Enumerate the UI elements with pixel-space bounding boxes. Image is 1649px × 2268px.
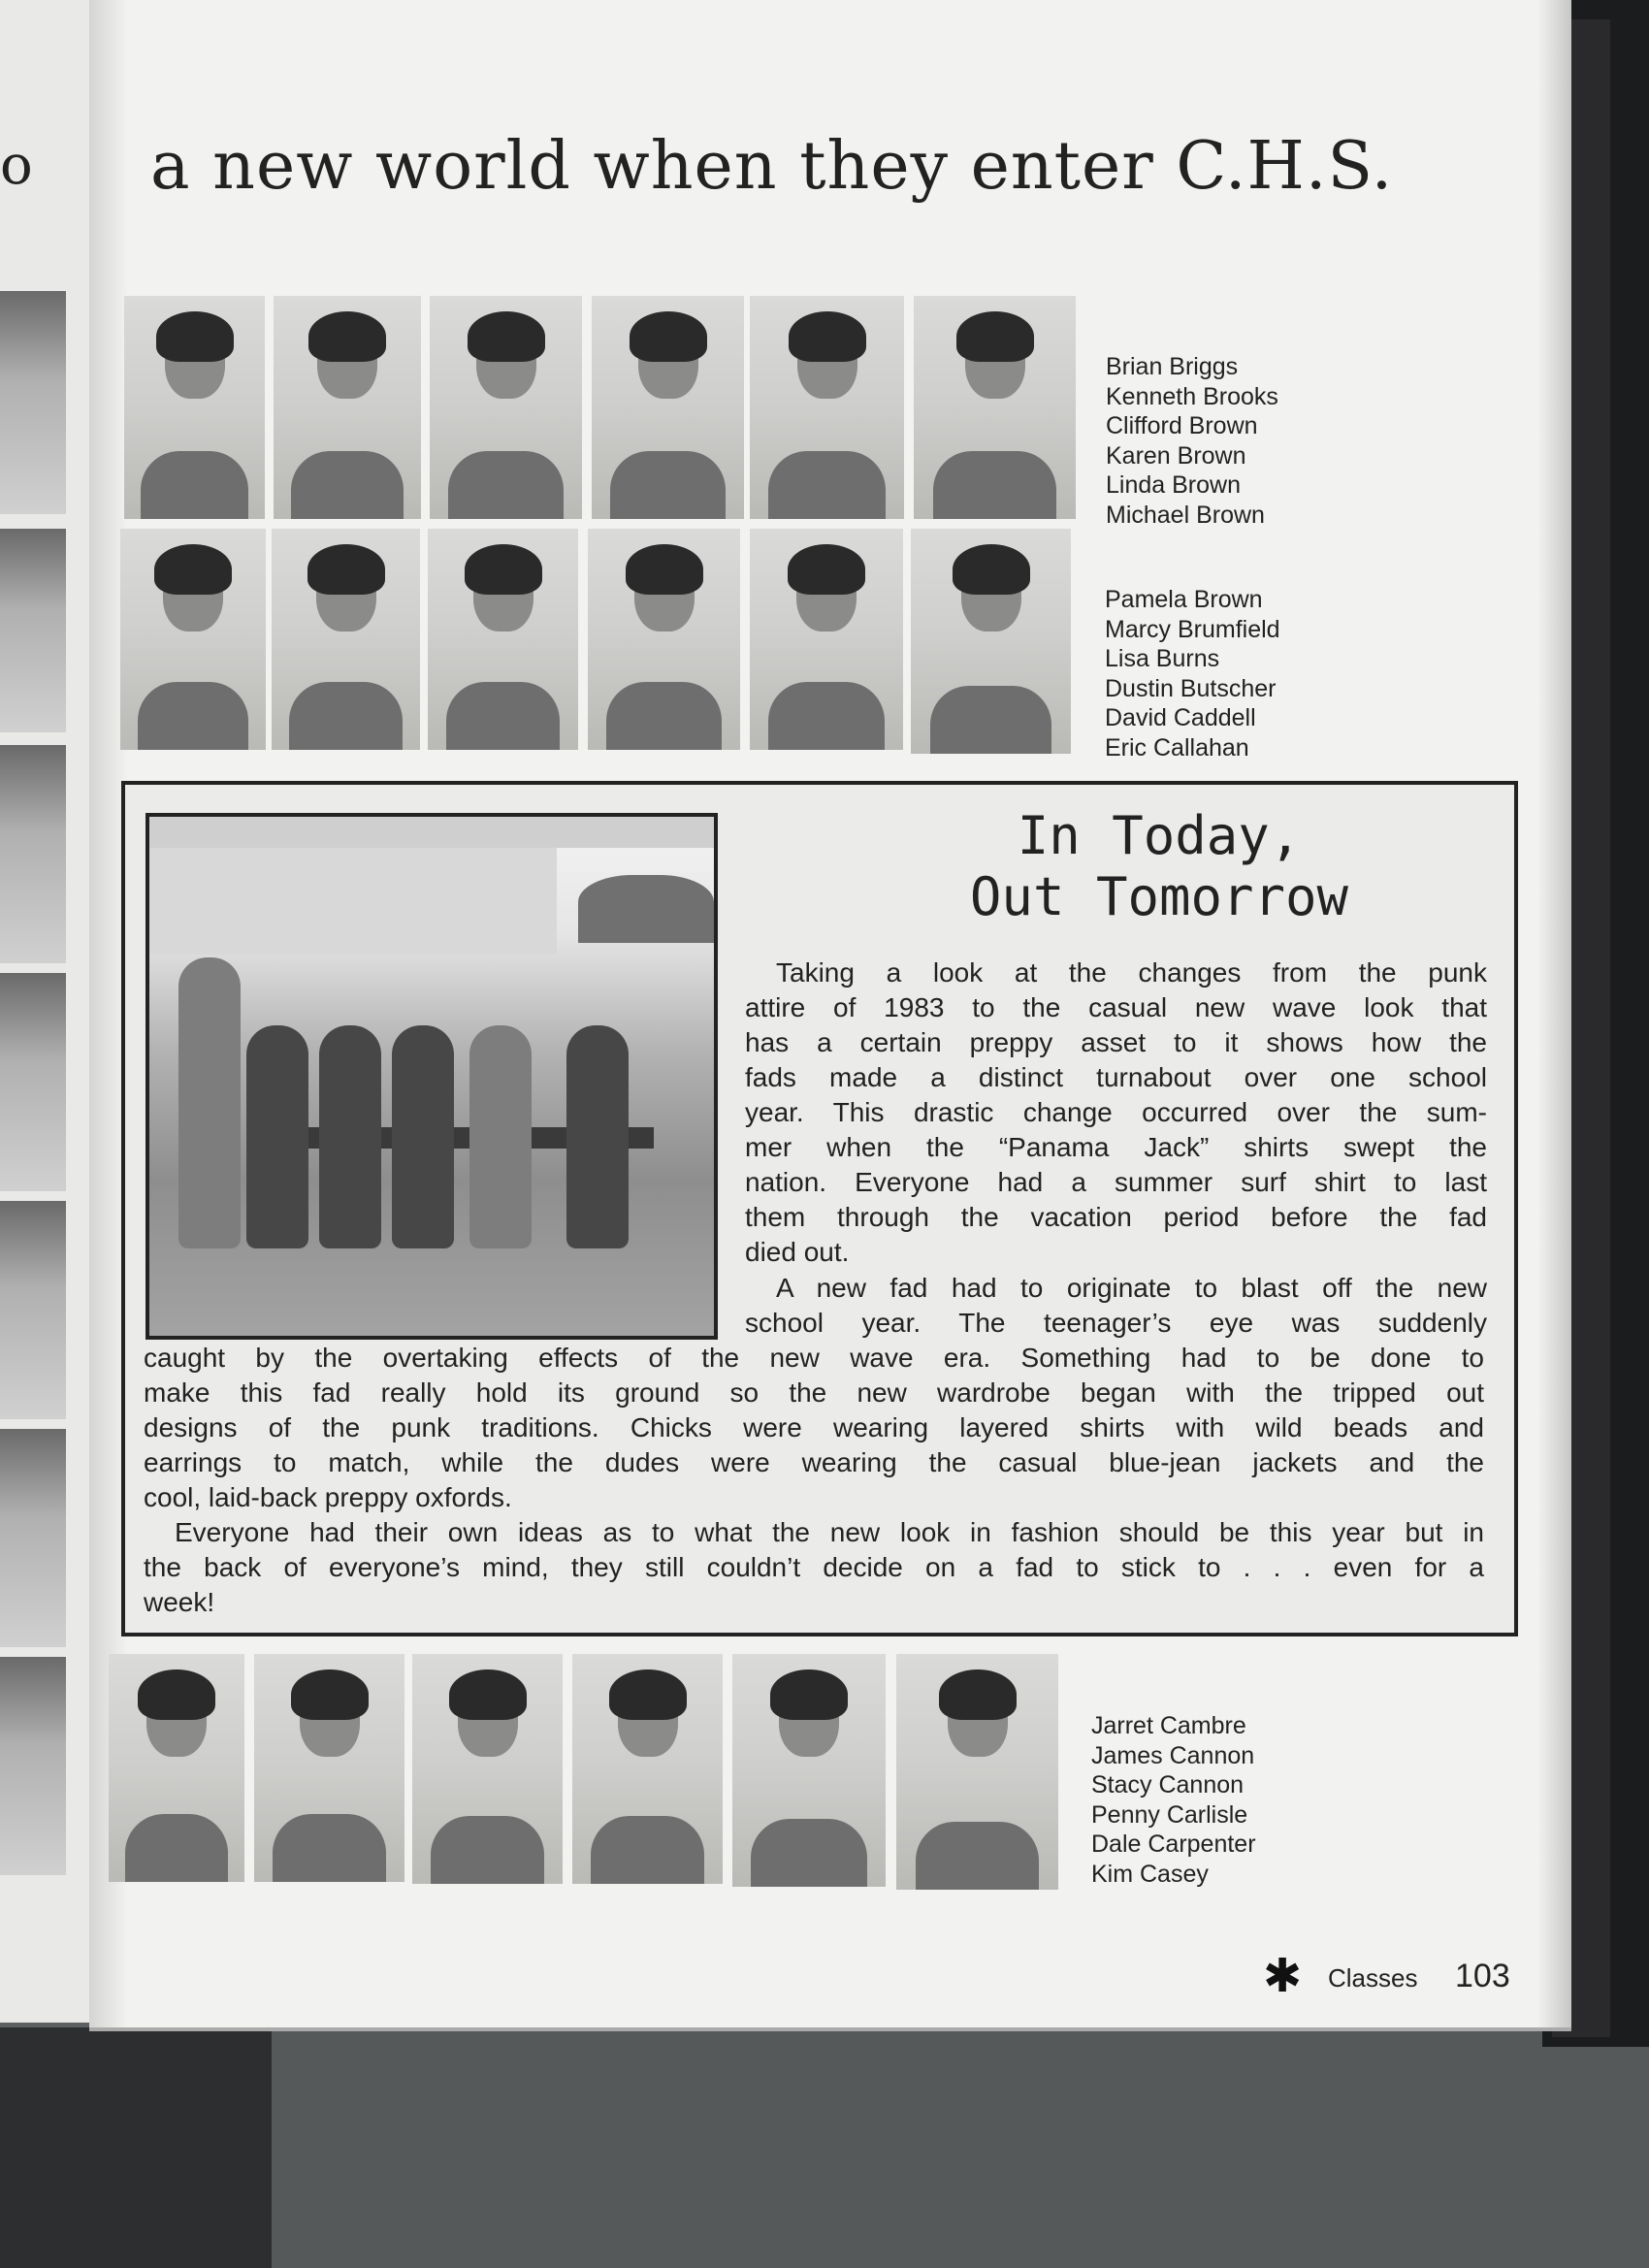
student-name: Karen Brown: [1106, 441, 1246, 470]
portrait-photo: [732, 1654, 886, 1887]
student-name: Pamela Brown: [1105, 586, 1263, 613]
portrait-photo: [896, 1654, 1058, 1890]
feature-title-line: In Today,: [1017, 805, 1302, 866]
article-text-line: designs of the punk traditions. Chicks were wearing layered shirts with wild beads and: [144, 1412, 1484, 1442]
left-page-photo: [0, 1201, 66, 1419]
left-page-photo: [0, 1657, 66, 1875]
student-name: Lisa Burns: [1105, 645, 1220, 672]
student-name: Jarret Cambre: [1091, 1712, 1246, 1739]
student-name: Eric Callahan: [1105, 733, 1249, 761]
student-name: Kim Casey: [1091, 1860, 1209, 1888]
student-name: Dustin Butscher: [1105, 674, 1277, 702]
article-text-line: earrings to match, while the dudes were wearing the casual blue-jean jackets and the: [144, 1447, 1484, 1477]
portrait-photo: [592, 296, 744, 519]
left-page-headline-fragment: o: [0, 134, 33, 197]
left-page-photo: [0, 1429, 66, 1647]
article-text-line: A new fad had to originate to blast off the new: [776, 1273, 1487, 1303]
student-name: Linda Brown: [1106, 471, 1241, 499]
portrait-photo: [109, 1654, 244, 1882]
article-text-line: died out.: [745, 1237, 850, 1267]
name-list: [1106, 352, 1278, 530]
portrait-photo: [588, 529, 740, 750]
article-text-line: cool, laid-back preppy oxfords.: [144, 1482, 512, 1512]
feature-title: [815, 805, 1504, 927]
portrait-photo: [274, 296, 421, 519]
article-text-line: nation. Everyone had a summer surf shirt to last: [745, 1167, 1487, 1197]
article-text-line: them through the vacation period before the fad: [745, 1202, 1487, 1232]
student-name: Brian Briggs: [1106, 353, 1239, 380]
left-page-photo: [0, 973, 66, 1191]
portrait-photo: [124, 296, 265, 519]
portrait-photo: [430, 296, 582, 519]
student-name: James Cannon: [1091, 1741, 1255, 1769]
student-name: Michael Brown: [1106, 501, 1265, 529]
student-name: Kenneth Brooks: [1106, 382, 1278, 410]
left-page-photo: [0, 745, 66, 963]
article-text-line: mer when the “Panama Jack” shirts swept the: [745, 1132, 1487, 1162]
feature-title-line: Out Tomorrow: [969, 866, 1349, 927]
portrait-photo: [750, 529, 903, 750]
article-text-line: attire of 1983 to the casual new wave look that: [745, 992, 1487, 1022]
article-text-line: week!: [144, 1587, 215, 1617]
article-text-line: make this fad really hold its ground so the new wardrobe began with the tripped out: [144, 1377, 1484, 1408]
portrait-photo: [428, 529, 578, 750]
name-list: [1091, 1711, 1256, 1889]
portrait-photo: [412, 1654, 563, 1884]
student-name: Clifford Brown: [1106, 412, 1258, 439]
left-page-photo: [0, 291, 66, 514]
article-text-line: Everyone had their own ideas as to what the new look in fashion should be this year but in: [175, 1517, 1484, 1547]
portrait-photo: [572, 1654, 723, 1884]
left-page-edge: [0, 0, 91, 2023]
portrait-photo: [254, 1654, 404, 1882]
student-name: Marcy Brumfield: [1105, 615, 1280, 643]
student-name: David Caddell: [1105, 704, 1256, 731]
student-name: Stacy Cannon: [1091, 1771, 1245, 1798]
left-page-photo: [0, 529, 66, 732]
article-text-line: caught by the overtaking effects of the new wave era. Something had to be done to: [144, 1343, 1484, 1373]
article-text-line: year. This drastic change occurred over the sum-: [745, 1097, 1487, 1127]
article-text-line: Taking a look at the changes from the punk: [776, 957, 1487, 988]
article-text-line: the back of everyone’s mind, they still couldn’t decide on a fad to stick to . . . even for a: [144, 1552, 1484, 1582]
article-text-line: fads made a distinct turnabout over one school: [745, 1062, 1487, 1092]
page-number: 103: [1455, 1958, 1510, 1994]
name-list: [1105, 585, 1280, 762]
student-name: Penny Carlisle: [1091, 1800, 1248, 1829]
feature-group-photo: [146, 813, 718, 1340]
portrait-photo: [120, 529, 266, 750]
page-edge-shadow: [1537, 0, 1571, 2027]
portrait-photo: [911, 529, 1071, 754]
asterisk-ornament-icon: ✱: [1263, 1951, 1303, 2002]
portrait-photo: [750, 296, 904, 519]
footer-section-label: Classes: [1328, 1963, 1418, 1993]
portrait-photo: [914, 296, 1076, 519]
page-headline: a new world when they enter C.H.S.: [150, 128, 1394, 205]
portrait-photo: [272, 529, 420, 750]
scan-background-shadow: [0, 2027, 272, 2268]
article-text-line: school year. The teenager’s eye was suddenly: [745, 1308, 1487, 1338]
student-name: Dale Carpenter: [1091, 1831, 1256, 1858]
article-text-line: has a certain preppy asset to it shows how the: [745, 1027, 1487, 1057]
